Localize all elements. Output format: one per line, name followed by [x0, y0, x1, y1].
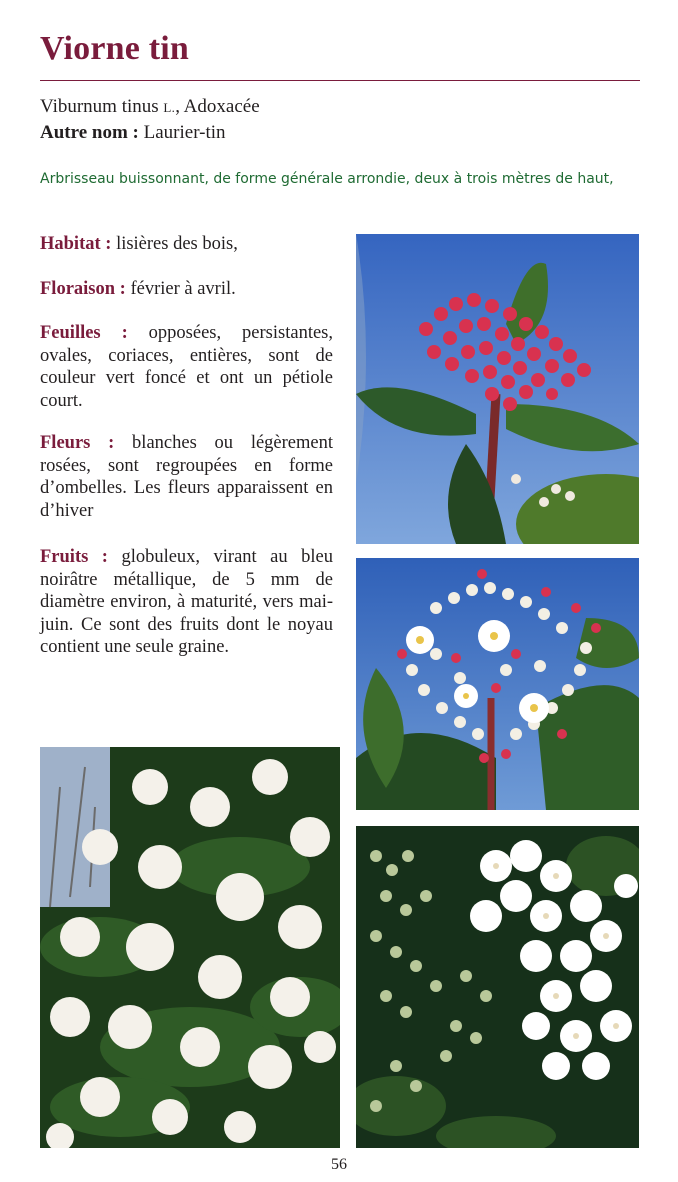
feuilles-paragraph: [40, 322, 333, 412]
fruits-text: globuleux, virant au bleu noirâtre métallique, de 5 mm de diamètre environ, à maturité, vers mai-juin. Ce sont des fruits dont le noyau contient une seule graine.: [40, 547, 333, 657]
floraison-paragraph: [40, 278, 333, 301]
fleurs-text: blanches ou légèrement rosées, sont regroupées en forme d’ombelles. Les fleurs apparaissent en d’hiver: [40, 433, 333, 521]
floraison-label: Floraison :: [40, 279, 126, 299]
habitat-text: lisières des bois,: [111, 234, 238, 254]
page-title: Viorne tin: [40, 30, 190, 67]
habitat-paragraph: [40, 233, 333, 256]
floraison-text: février à avril.: [125, 279, 236, 299]
photo-shrub-in-bloom: [40, 747, 340, 1148]
fruits-paragraph: [40, 546, 333, 659]
other-name: [40, 122, 226, 144]
title-rule: [40, 80, 640, 81]
page-number: 56: [331, 1156, 347, 1173]
habitat-label: Habitat :: [40, 234, 112, 254]
author-abbrev: L.: [163, 100, 176, 115]
scientific-name: [40, 96, 260, 118]
fleurs-label: Fleurs :: [40, 433, 115, 453]
family-name: , Adoxacée: [175, 96, 260, 117]
photo-red-buds: [356, 234, 639, 544]
other-name-value: Laurier-tin: [138, 122, 226, 143]
feuilles-text: opposées, persistantes, ovales, coriaces, entières, sont de couleur vert foncé et ont un pétiole court.: [40, 323, 333, 411]
fruits-label: Fruits :: [40, 547, 108, 567]
fleurs-paragraph: [40, 432, 333, 522]
other-name-label: Autre nom :: [40, 122, 139, 143]
intro-text: Arbrisseau buissonnant, de forme générale arrondie, deux à trois mètres de haut,: [40, 171, 614, 187]
photo-flowers-closeup: [356, 826, 639, 1148]
feuilles-label: Feuilles :: [40, 323, 128, 343]
genus-species: Viburnum tinus: [40, 96, 159, 117]
photo-opening-flowers: [356, 558, 639, 810]
